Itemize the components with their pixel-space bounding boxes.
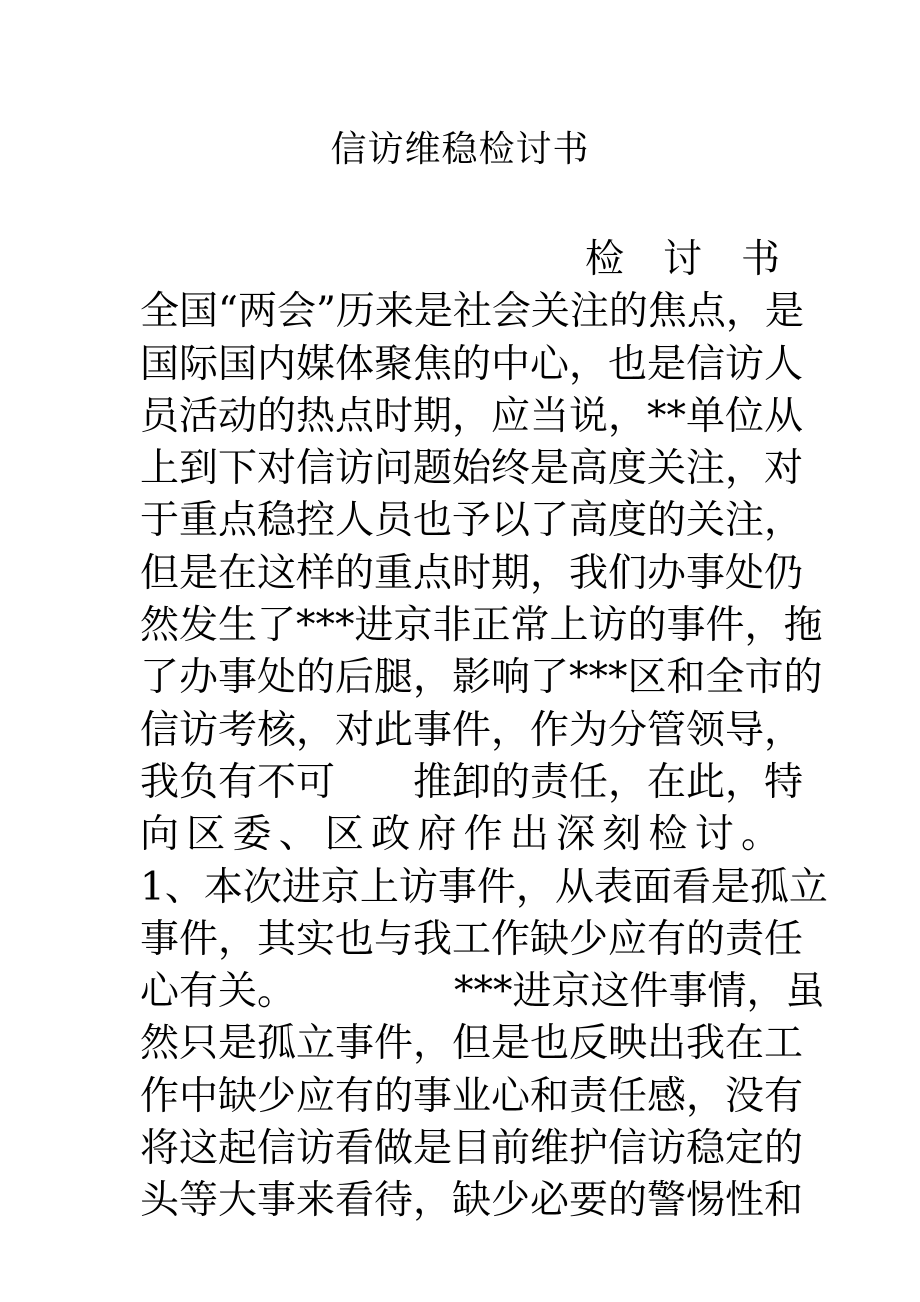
section-heading: 检 讨 书 (584, 237, 780, 282)
text-line (140, 966, 825, 1018)
text-segment: 我负有不可 (140, 759, 336, 805)
text-line (140, 757, 804, 809)
text-line: 但是在这样的重点时期，我们办事处仍 (140, 550, 804, 596)
text-line: 1、本次进京上访事件，从表面看是孤立 (140, 864, 828, 910)
text-line: 信访考核，对此事件，作为分管领导， (140, 707, 804, 753)
text-line: 员活动的热点时期，应当说，**单位从 (140, 393, 804, 439)
text-line: 国际国内媒体聚焦的中心，也是信访人 (140, 341, 804, 387)
text-line: 然只是孤立事件，但是也反映出我在工 (140, 1021, 804, 1067)
text-line: 将这起信访看做是目前维护信访稳定的 (140, 1126, 804, 1172)
text-line: 于重点稳控人员也予以了高度的关注， (140, 498, 804, 544)
text-line: 事件，其实也与我工作缺少应有的责任 (140, 916, 804, 962)
text-line: 然发生了***进京非正常上访的事件，拖 (140, 603, 823, 649)
document-body (140, 234, 828, 1228)
text-segment: ***进京这件事情，虽 (454, 969, 825, 1015)
text-line: 作中缺少应有的事业心和责任感，没有 (140, 1073, 804, 1119)
text-segment: 推卸的责任，在此，特 (413, 759, 804, 805)
text-line: 头等大事来看待，缺少必要的警惕性和 (140, 1178, 804, 1224)
text-line: 了办事处的后腿，影响了***区和全市的 (140, 655, 823, 701)
text-line: 上到下对信访问题始终是高度关注，对 (140, 446, 804, 492)
text-line: 向区委、区政府作出深刻检讨。 (140, 812, 780, 858)
document-title: 信访维稳检讨书 (330, 129, 590, 170)
text-line: 全国“两会”历来是社会关注的焦点，是 (140, 289, 804, 335)
text-segment: 心有关。 (140, 969, 297, 1015)
